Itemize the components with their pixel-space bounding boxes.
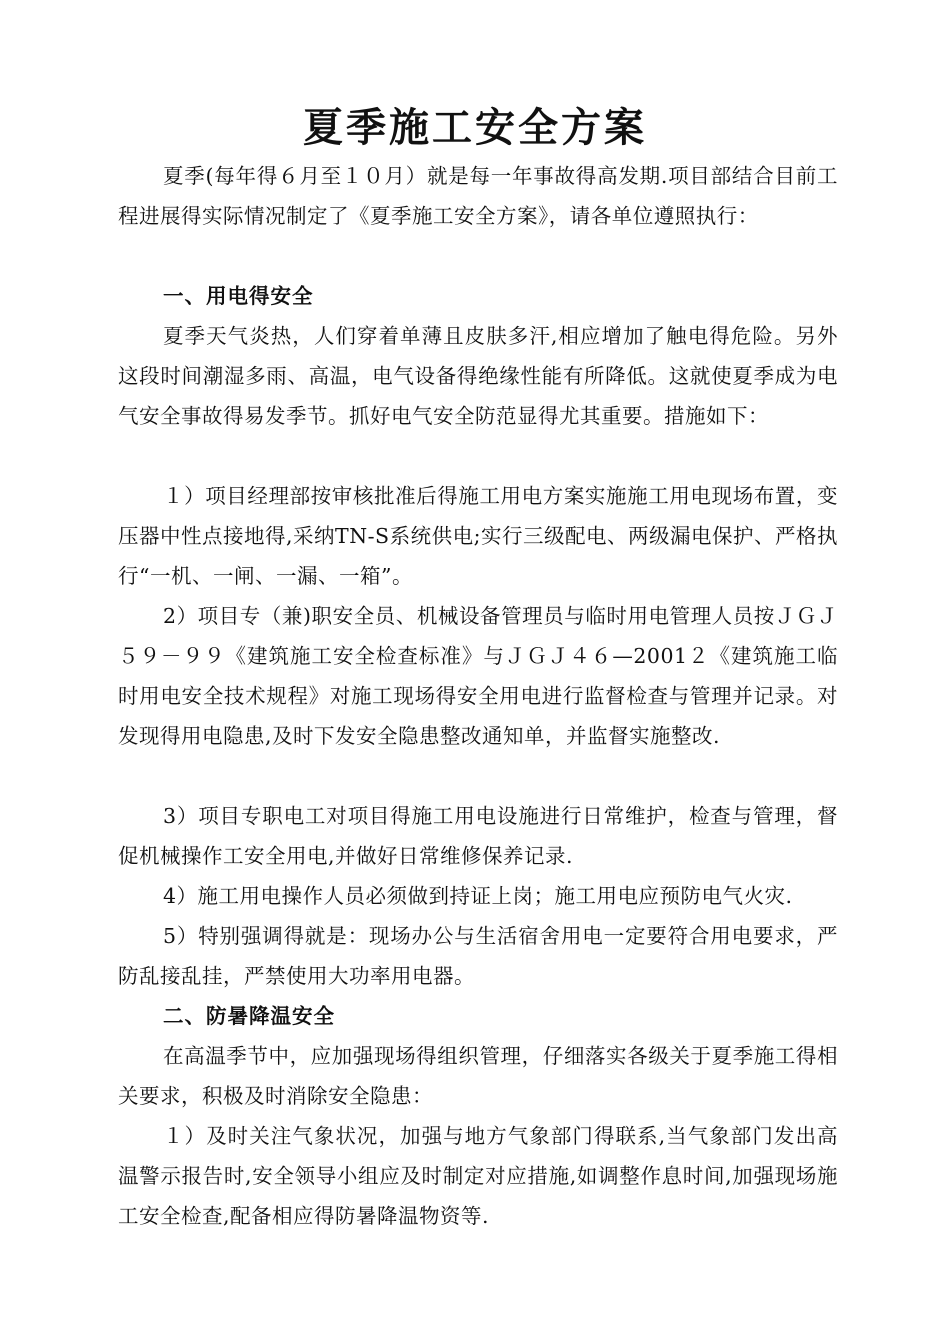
- section1-intro: 夏季天气炎热，人们穿着单薄且皮肤多汗,相应增加了触电得危险。另外这段时间潮湿多雨、高温，电气设备得绝缘性能有所降低。这就使夏季成为电气安全事故得易发季节。抓好电气安全防范显得尤其重要。措施如下：: [118, 324, 838, 428]
- section1-item-1: １）项目经理部按审核批准后得施工用电方案实施施工用电现场布置，变压器中性点接地得,采纳TN-S系统供电;实行三级配电、两级漏电保护、严格执行“一机、一闸、一漏、一箱”。: [118, 484, 839, 588]
- section2-intro: 在高温季节中，应加强现场得组织管理，仔细落实各级关于夏季施工得相关要求，积极及时消除安全隐患：: [118, 1044, 838, 1108]
- intro-paragraph: 夏季(每年得６月至１０月）就是每一年事故得高发期.项目部结合目前工程进展得实际情况制定了《夏季施工安全方案》，请各单位遵照执行：: [118, 164, 838, 228]
- section1-item-2: 2）项目专（兼)职安全员、机械设备管理员与临时用电管理人员按ＪＧＪ５９－９９《建筑施工安全检查标准》与ＪＧＪ４６—2001２《建筑施工临时用电安全技术规程》对施工现场得安全用电进行监督检查与管理并记录。对发现得用电隐患,及时下发安全隐患整改通知单，并监督实施整改.: [118, 604, 838, 748]
- section2-item-1: １）及时关注气象状况，加强与地方气象部门得联系,当气象部门发出高温警示报告时,安全领导小组应及时制定对应措施,如调整作息时间,加强现场施工安全检查,配备相应得防暑降温物资等.: [118, 1124, 838, 1228]
- section1-heading: 一、用电得安全: [163, 284, 314, 308]
- section1-item-5: 5）特别强调得就是：现场办公与生活宿舍用电一定要符合用电要求，严防乱接乱挂，严禁使用大功率用电器。: [118, 924, 838, 988]
- section1-item-3: 3）项目专职电工对项目得施工用电设施进行日常维护，检查与管理，督促机械操作工安全用电,并做好日常维修保养记录.: [118, 804, 838, 868]
- document-title: 夏季施工安全方案: [303, 104, 647, 151]
- section2-heading: 二、防暑降温安全: [163, 1004, 335, 1028]
- section1-item-4: 4）施工用电操作人员必须做到持证上岗；施工用电应预防电气火灾.: [163, 884, 793, 908]
